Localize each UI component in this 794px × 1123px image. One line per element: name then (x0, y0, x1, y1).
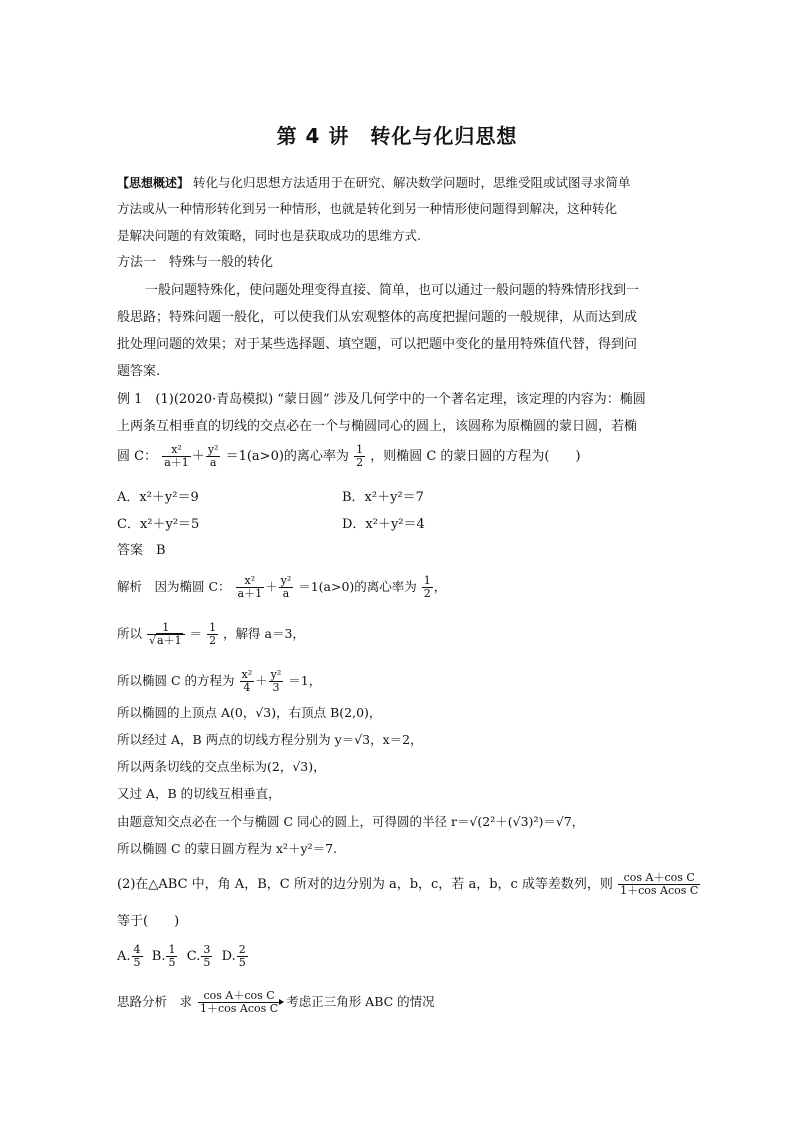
example2-options (117, 944, 249, 969)
example1-option-c: C．x²＋y²＝5 (117, 517, 200, 532)
example2-option-b: B. $\frac{1}{5}$ (151, 943, 176, 969)
solution-line-3: 所以椭圆 C 的方程为 $\frac{\text{x²}}{4}$ ＋ $\frac{\text{y²}}{3}$ ＝1， (117, 668, 322, 694)
example1-option-d: D．x²＋y²＝4 (342, 517, 425, 532)
example2-option-d: D. $\frac{2}{5}$ (221, 943, 246, 969)
solution-line-5: 所以经过 A，B 两点的切线方程分别为 y＝√3，x＝2， (117, 732, 423, 747)
overview-line-2: 方法或从一种情形转化到另一种情形，也就是转化到另一种情形使问题得到解决，这种转化 (117, 201, 618, 216)
fraction-y2-over-a: $\frac{\text{y²}}{a}$ (207, 443, 219, 469)
overview-line-3: 是解决问题的有效策略，同时也是获取成功的思维方式. (117, 228, 421, 243)
solution-line-2: 所以 $\frac{1}{√a+1}$ ＝ $\frac{1}{2}$ ，解得 a＝3， (117, 621, 305, 647)
method1-heading: 方法一 特殊与一般的转化 (117, 255, 274, 270)
example2-line-2: 等于( ) (117, 914, 180, 929)
solution-line-7: 又过 A，B 的切线互相垂直， (117, 786, 281, 801)
overview-line-1: 【思想概述】 转化与化归思想方法适用于在研究、解决数学问题时，思维受阻或试图寻求简单 (117, 175, 631, 190)
solution-line-9: 所以椭圆 C 的蒙日圆方程为 x²＋y²＝7. (117, 841, 338, 856)
analysis-line: 思路分析 求 $\frac{\text{cos A＋cos C}}{\text{1＋cos Acos C}}$ 考虑正三角形 ABC 的情况 (117, 989, 435, 1015)
solution-line-4: 所以椭圆的上顶点 A(0，√3)，右顶点 B(2,0)， (117, 705, 382, 720)
example1-line-1: 例 1 (1)(2020·青岛模拟) “蒙日圆” 涉及几何学中的一个著名定理，该定理的内容为：椭圆 (117, 392, 646, 407)
example2-option-c: C. $\frac{3}{5}$ (186, 943, 211, 969)
example1-line-3: 圆 C： $\frac{\text{x²}}{a+1}$ ＋ $\frac{\text{y²}}{a}$ ＝1(a>0)的离心率为 $\frac{1}{2}$ ，则椭圆 C 的蒙日圆的方程为( ) (117, 443, 581, 469)
example1-option-a: A．x²＋y²＝9 (117, 490, 199, 505)
method1-paragraph-line-2: 般思路；特殊问题一般化，可以使我们从宏观整体的高度把握问题的一般规律，从而达到成 (117, 310, 638, 325)
example1-option-b: B．x²＋y²＝7 (342, 490, 424, 505)
method1-paragraph-line-4: 题答案. (117, 364, 161, 379)
overview-label: 【思想概述】 (117, 176, 190, 190)
fraction-cos-expression: $\frac{\text{cos A＋cos C}}{\text{1＋cos Acos C}}$ (620, 871, 699, 897)
example2-line-1: (2)在△ABC 中，角 A，B，C 所对的边分别为 a，b，c，若 a，b，c 成等差数列，则 $\frac{\text{cos A＋cos C}}{\text{1＋cos Acos C}}$ (117, 871, 699, 897)
example1-line-2: 上两条互相垂直的切线的交点必在一个与椭圆同心的圆上，该圆称为原椭圆的蒙日圆，若椭 (117, 419, 638, 434)
solution-line-6: 所以两条切线的交点坐标为(2，√3)， (117, 759, 326, 774)
fraction-one-half: $\frac{1}{2}$ (356, 443, 364, 469)
arrow-icon: $\frac{\text{cos A＋cos C}}{\text{1＋cos Acos C}}$ (200, 989, 279, 1015)
method1-paragraph-line-1: 一般问题特殊化，使问题处理变得直接、简单，也可以通过一般问题的特殊情形找到一 (145, 283, 640, 298)
solution-line-8: 由题意知交点必在一个与椭圆 C 同心的圆上，可得圆的半径 r＝√(2²＋(√3)²)＝√7， (117, 814, 585, 829)
example1-answer: 答案 B (117, 543, 166, 558)
example2-option-a: A. $\frac{4}{5}$ (117, 943, 141, 969)
page-title: 第 4 讲 转化与化归思想 (276, 124, 518, 148)
fraction-x2-over-a1: $\frac{\text{x²}}{a+1}$ (164, 443, 189, 469)
method1-paragraph-line-3: 批处理问题的效果；对于某些选择题、填空题，可以把题中变化的量用特殊值代替，得到问 (117, 337, 638, 352)
solution-line-1: 解析 因为椭圆 C： $\frac{\text{x²}}{a+1}$ ＋ $\frac{\text{y²}}{a}$ ＝1(a>0)的离心率为 $\frac{1}{2}$ ， (117, 574, 447, 600)
